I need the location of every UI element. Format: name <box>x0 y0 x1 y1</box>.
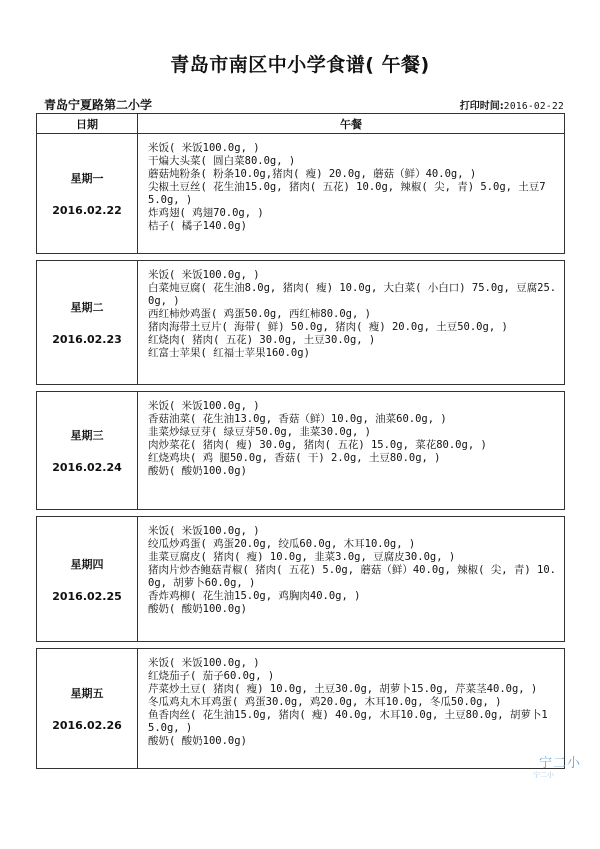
dish-item: 米饭( 米饭100.0g, ) <box>148 525 260 537</box>
dish-item: 肉炒菜花( 猪肉( 瘦) 30.0g, 猪肉( 五花) 15.0g, 菜花80.0g, ) <box>148 439 487 451</box>
dish-item: 酸奶( 酸奶100.0g) <box>148 465 247 477</box>
dish-item: 冬瓜鸡丸木耳鸡蛋( 鸡蛋30.0g, 鸡20.0g, 木耳10.0g, 冬瓜50.0g, ) <box>148 696 502 708</box>
dish-item: 猪肉片炒杏鲍菇青椒( 猪肉( 五花) 5.0g, 蘑菇（鲜）40.0g, 辣椒( 尖, 青) 10.0g, 胡萝卜60.0g, ) <box>148 564 557 589</box>
dish-item: 绞瓜炒鸡蛋( 鸡蛋20.0g, 绞瓜60.0g, 木耳10.0g, ) <box>148 538 416 550</box>
weekday-label: 星期四 <box>70 557 104 571</box>
print-time-label: 打印时间: <box>459 101 504 112</box>
lunch-cell <box>138 392 565 510</box>
dish-item: 猪肉海带土豆片( 海带( 鲜) 50.0g, 猪肉( 瘦) 20.0g, 土豆50.0g, ) <box>148 321 508 333</box>
date-label: 2016.02.22 <box>52 204 122 217</box>
lunch-cell <box>138 517 565 642</box>
dish-item: 香菇油菜( 花生油13.0g, 香菇（鲜）10.0g, 油菜60.0g, ) <box>148 413 447 425</box>
dish-item: 炸鸡翅( 鸡翅70.0g, ) <box>148 207 264 219</box>
row-spacer <box>37 385 565 392</box>
date-label: 2016.02.26 <box>52 719 122 732</box>
row-spacer <box>37 254 565 261</box>
table-row <box>37 517 565 642</box>
dish-item: 酸奶( 酸奶100.0g) <box>148 735 247 747</box>
table-header-row <box>37 114 565 134</box>
date-cell <box>37 649 138 769</box>
watermark-sub: 宁二小 <box>533 771 554 779</box>
dish-item: 红烧肉( 猪肉( 五花) 30.0g, 土豆30.0g, ) <box>148 334 376 346</box>
dish-item: 香炸鸡柳( 花生油15.0g, 鸡胸肉40.0g, ) <box>148 590 361 602</box>
dish-item: 红烧茄子( 茄子60.0g, ) <box>148 670 275 682</box>
date-label: 2016.02.23 <box>52 333 122 346</box>
print-time <box>460 97 564 112</box>
dish-item: 韭菜豆腐皮( 猪肉( 瘦) 10.0g, 韭菜3.0g, 豆腐皮30.0g, ) <box>148 551 456 563</box>
dish-item: 白菜炖豆腐( 花生油8.0g, 猪肉( 瘦) 10.0g, 大白菜( 小白口) 75.0g, 豆腐25.0g, ) <box>148 282 557 307</box>
dish-item: 米饭( 米饭100.0g, ) <box>148 269 260 281</box>
dish-item: 米饭( 米饭100.0g, ) <box>148 400 260 412</box>
menu-table <box>36 113 565 769</box>
date-label: 2016.02.24 <box>52 461 122 474</box>
table-row <box>37 261 565 385</box>
row-spacer-cell <box>37 510 565 517</box>
date-label: 2016.02.25 <box>52 589 122 603</box>
dish-item: 西红柿炒鸡蛋( 鸡蛋50.0g, 西红柿80.0g, ) <box>148 308 371 320</box>
lunch-cell <box>138 134 565 254</box>
table-row <box>37 392 565 510</box>
row-spacer <box>37 510 565 517</box>
dish-item: 红烧鸡块( 鸡 腿50.0g, 香菇( 干) 2.0g, 土豆80.0g, ) <box>148 452 441 464</box>
dish-item: 桔子( 橘子140.0g) <box>148 220 247 232</box>
table-row <box>37 134 565 254</box>
column-header-lunch: 午餐 <box>138 114 565 134</box>
dish-item: 米饭( 米饭100.0g, ) <box>148 142 260 154</box>
lunch-cell <box>138 261 565 385</box>
weekday-label: 星期二 <box>70 301 104 314</box>
row-spacer-cell <box>37 385 565 392</box>
row-spacer <box>37 642 565 649</box>
row-spacer-cell <box>37 254 565 261</box>
dish-item: 米饭( 米饭100.0g, ) <box>148 657 260 669</box>
weekday-label: 星期五 <box>70 687 104 700</box>
page-title: 青岛市南区中小学食谱( 午餐) <box>170 54 430 76</box>
dish-item: 尖椒土豆丝( 花生油15.0g, 猪肉( 五花) 10.0g, 辣椒( 尖, 青) 5.0g, 土豆75.0g, ) <box>148 181 546 206</box>
date-cell <box>37 517 138 642</box>
column-header-date: 日期 <box>37 114 138 134</box>
dish-item: 红富士苹果( 红福士苹果160.0g) <box>148 347 310 359</box>
school-name: 青岛宁夏路第二小学 <box>44 98 153 112</box>
date-cell <box>37 261 138 385</box>
row-spacer-cell <box>37 642 565 649</box>
dish-item: 蘑菇炖粉条( 粉条10.0g,猪肉( 瘦) 20.0g, 蘑菇（鲜）40.0g, ) <box>148 168 477 180</box>
dish-item: 韭菜炒绿豆芽( 绿豆芽50.0g, 韭菜30.0g, ) <box>148 426 371 438</box>
menu-body <box>37 134 565 769</box>
dish-item: 干煸大头菜( 圆白菜80.0g, ) <box>148 155 296 167</box>
weekday-label: 星期三 <box>70 429 104 442</box>
table-row <box>37 649 565 769</box>
date-cell <box>37 392 138 510</box>
dish-item: 芹菜炒土豆( 猪肉( 瘦) 10.0g, 土豆30.0g, 胡萝卜15.0g, 芹菜茎40.0g, ) <box>148 683 538 695</box>
print-time-value: 2016-02-22 <box>503 101 564 112</box>
weekday-label: 星期一 <box>70 172 104 185</box>
dish-item: 鱼香肉丝( 花生油15.0g, 猪肉( 瘦) 40.0g, 木耳10.0g, 土豆80.0g, 胡萝卜15.0g, ) <box>148 709 548 734</box>
watermark-logo: 宁二小 <box>539 756 582 771</box>
lunch-cell <box>138 649 565 769</box>
dish-item: 酸奶( 酸奶100.0g) <box>148 603 247 615</box>
date-cell <box>37 134 138 254</box>
